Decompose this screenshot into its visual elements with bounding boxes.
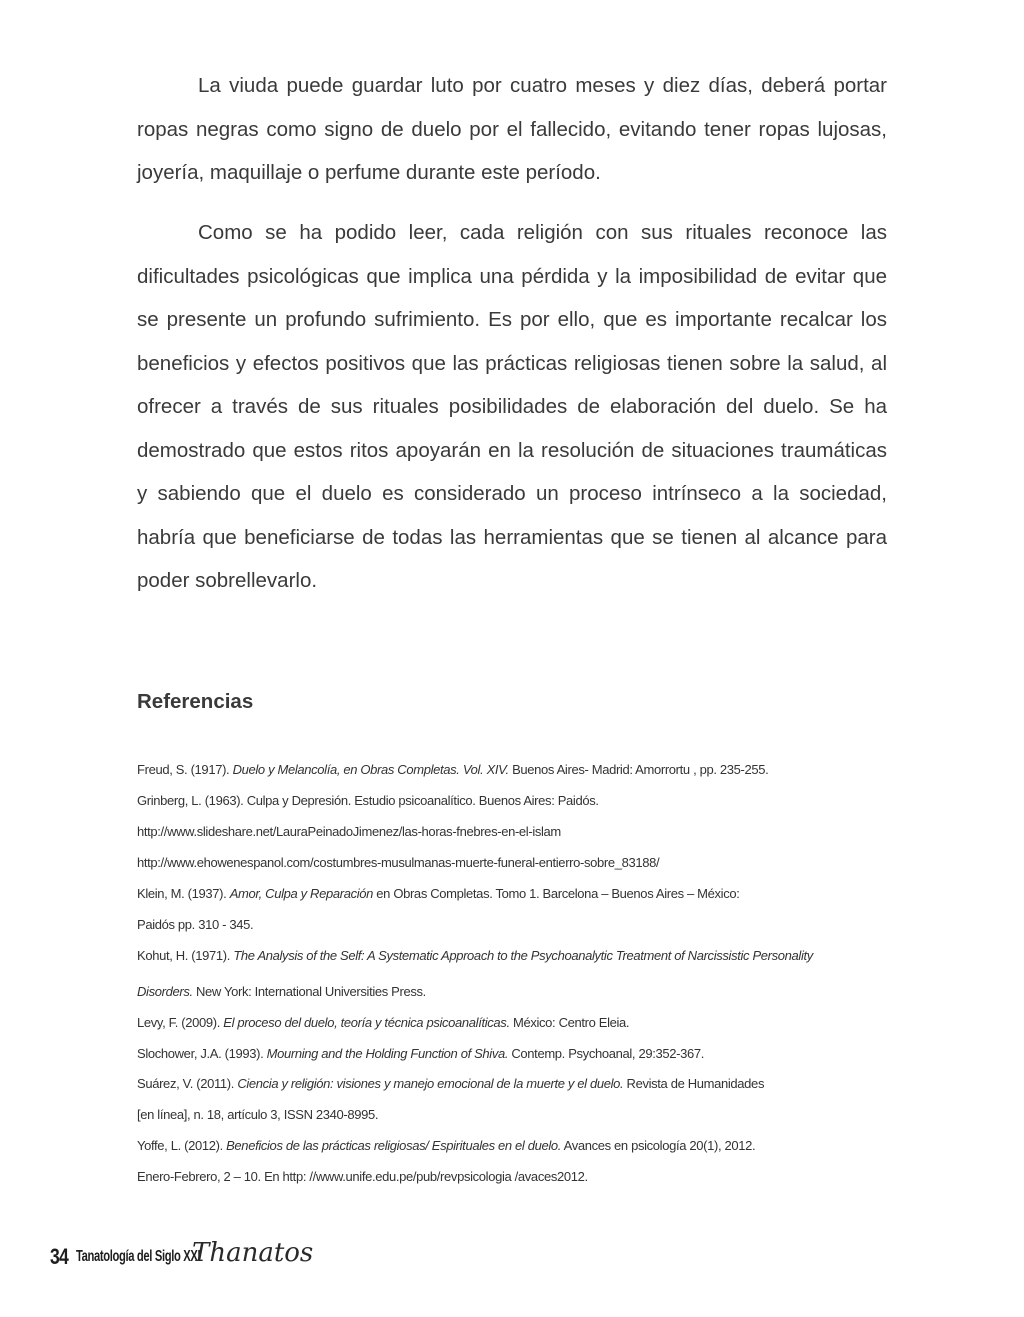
reference-item: Paidós pp. 310 - 345. [137,917,254,932]
body-paragraph-2: Como se ha podido leer, cada religión con sus rituales reconoce las dificultades psicológicas que implica una pérdida y la imposibilidad de evitar que se presente un profundo sufrimiento. Es por ello, que es importante recalcar los beneficios y efectos positivos que las prácticas religiosas tienen sobre la salud, al ofrecer a través de sus rituales posibilidades de elaboración del duelo. Se ha demostrado que estos ritos apoyarán en la resolución de situaciones traumáticas y sabiendo que el duelo es considerado un proceso intrínseco a la sociedad, habría que beneficiarse de todas las herramientas que se tienen al alcance para poder sobrellevarlo. [137,221,887,592]
reference-item: Kohut, H. (1971). The Analysis of the Self: A Systematic Approach to the Psychoanalytic Treatment of Narcissistic Personality [137,948,813,963]
reference-item: Enero-Febrero, 2 – 10. En http: //www.unife.edu.pe/pub/revpsicologia /avaces2012. [137,1169,588,1184]
reference-item: Disorders. New York: International Universities Press. [137,984,426,999]
reference-item: Slochower, J.A. (1993). Mourning and the Holding Function of Shiva. Contemp. Psychoanal, 29:352-367. [137,1046,704,1061]
reference-item: Yoffe, L. (2012). Beneficios de las prácticas religiosas/ Espirituales en el duelo. Avances en psicología 20(1), 2012. [137,1138,756,1153]
reference-item: http://www.ehowenespanol.com/costumbres-musulmanas-muerte-funeral-entierro-sobre_83188/ [137,855,660,870]
reference-item: http://www.slideshare.net/LauraPeinadoJimenez/las-horas-fnebres-en-el-islam [137,824,561,839]
page-number: 34 [50,1244,68,1269]
reference-item: Freud, S. (1917). Duelo y Melancolía, en Obras Completas. Vol. XIV. Buenos Aires- Madrid: Amorrortu , pp. 235-255. [137,762,769,777]
reference-item: Klein, M. (1937). Amor, Culpa y Reparación en Obras Completas. Tomo 1. Barcelona – Buenos Aires – México: [137,886,740,901]
reference-item: Grinberg, L. (1963). Culpa y Depresión. Estudio psicoanalítico. Buenos Aires: Paidós. [137,793,599,808]
body-paragraph-1: La viuda puede guardar luto por cuatro meses y diez días, deberá portar ropas negras como signo de duelo por el fallecido, evitando tener ropas lujosas, joyería, maquillaje o perfume durante este período. [137,74,887,184]
reference-item: Levy, F. (2009). El proceso del duelo, teoría y técnica psicoanalíticas. México: Centro Eleia. [137,1015,630,1030]
reference-item: Suárez, V. (2011). Ciencia y religión: visiones y manejo emocional de la muerte y el duelo. Revista de Humanidades [137,1076,765,1091]
thanatos-logo: Thanatos [192,1238,314,1268]
references-heading: Referencias [137,690,254,713]
reference-item: [en línea], n. 18, artículo 3, ISSN 2340-8995. [137,1107,379,1122]
journal-title: Tanatología del Siglo XXI [76,1248,201,1265]
